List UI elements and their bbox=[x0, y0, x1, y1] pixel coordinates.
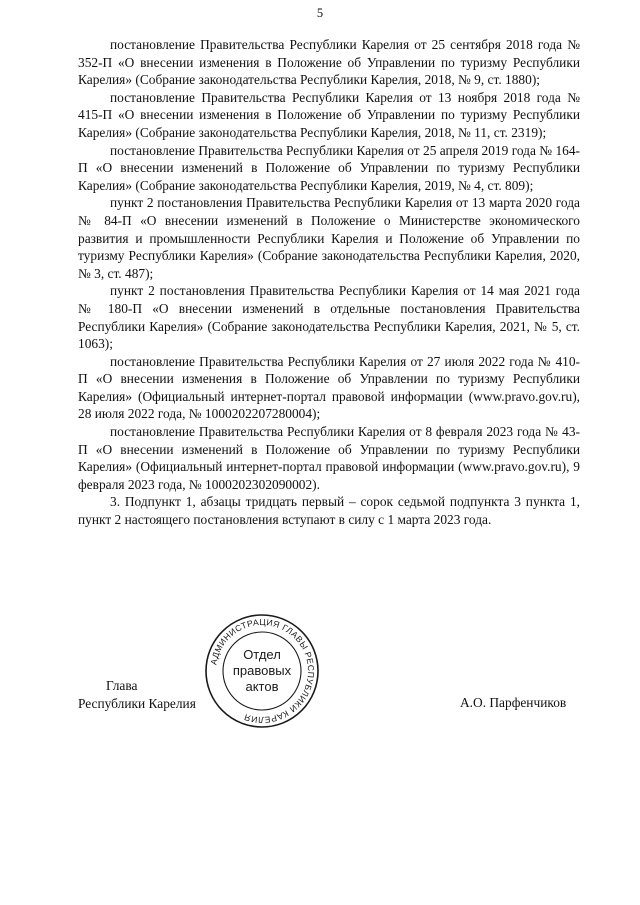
paragraph-resolution-164p: постановление Правительства Республики Карелия от 25 апреля 2019 года № 164-П «О внесении изменений в Положение об Управлении по туризму Республики Карелия» (Собрание законодательства Республики Карелия, 2019, № 4, ст. 809); bbox=[78, 142, 580, 193]
stamp-center-line1: Отдел bbox=[243, 647, 281, 662]
signature-title-line1: Глава bbox=[106, 678, 138, 693]
page-number: 5 bbox=[316, 6, 324, 20]
paragraph-item-3: 3. Подпункт 1, абзацы тридцать первый – сорок седьмой подпункта 3 пункта 1, пункт 2 настоящего постановления вступают в силу с 1 марта 2023 года. bbox=[78, 494, 580, 528]
paragraph-resolution-84p: пункт 2 постановления Правительства Республики Карелия от 13 марта 2020 года № 84-П «О внесении изменений в Положение о Министерстве экономического развития и промышленности Республики Карелия и Положение об Управлении по туризму Республики Карелия» (Собрание законодательства Республики Карелия, 2020, № 3, ст. 487); bbox=[78, 195, 580, 281]
official-seal-stamp bbox=[204, 613, 320, 729]
signature-title-line2: Республики Карелия bbox=[78, 695, 196, 711]
paragraph-resolution-43p: постановление Правительства Республики Карелия от 8 февраля 2023 года № 43-П «О внесении изменений в Положение об Управлении по туризму Республики Карелия» (Официальный интернет-портал правовой информации (www.pravo.gov.ru), 9 февраля 2023 года, № 1000202302090002). bbox=[78, 424, 580, 492]
stamp-center-line3: актов bbox=[245, 679, 279, 694]
paragraph-resolution-352p: постановление Правительства Республики Карелия от 25 сентября 2018 года № 352-П «О внесении изменения в Положение об Управлении по туризму Республики Карелия» (Собрание законодательства Республики Карелия, 2018, № 9, ст. 1880); bbox=[78, 37, 580, 88]
paragraph-resolution-180p: пункт 2 постановления Правительства Республики Карелия от 14 мая 2021 года № 180-П «О внесении изменений в отдельные постановления Правительства Республики Карелия» (Собрание законодательства Республики Карелия, 2021, № 5, ст. 1063); bbox=[78, 283, 580, 352]
signatory-name: А.О. Парфенчиков bbox=[460, 695, 567, 710]
paragraph-resolution-410p: постановление Правительства Республики Карелия от 27 июля 2022 года № 410-П «О внесении изменения в Положение об Управлении по туризму Республики Карелия» (Официальный интернет-портал правовой информации (www.pravo.gov.ru), 28 июля 2022 года, № 1000202207280004); bbox=[78, 353, 580, 422]
paragraph-resolution-415p: постановление Правительства Республики Карелия от 13 ноября 2018 года № 415-П «О внесении изменения в Положение об Управлении по туризму Республики Карелия» (Собрание законодательства Республики Карелия, 2018, № 11, ст. 2319); bbox=[78, 89, 580, 140]
stamp-center-line2: правовых bbox=[232, 663, 292, 678]
stamp-ring-text: АДМИНИСТРАЦИЯ ГЛАВЫ РЕСПУБЛИКИ КАРЕЛИЯ bbox=[208, 616, 317, 726]
signature-title bbox=[78, 677, 196, 712]
document-body bbox=[78, 36, 580, 529]
